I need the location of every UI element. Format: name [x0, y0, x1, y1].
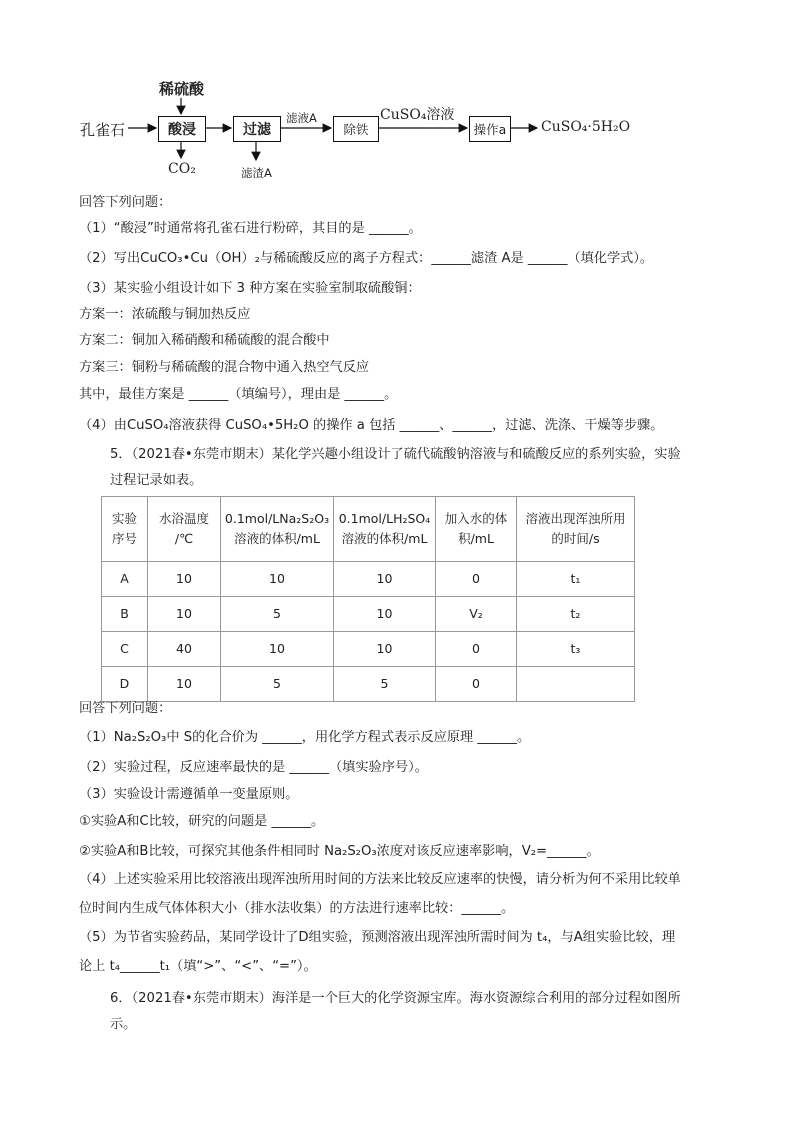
product-cuso4-5h2o: CuSO₄·5H₂O	[541, 119, 631, 135]
q6-stem-line2: 示。	[110, 1017, 137, 1032]
header-cell: 溶液出现浑浊所用 的时间/s	[517, 497, 635, 562]
table-cell: 5	[221, 667, 334, 702]
table-cell	[517, 667, 635, 702]
q5-part1: （1）Na₂S₂O₃中 S的化合价为 ______，用化学方程式表示反应原理 ______。	[79, 730, 531, 745]
q5-intro: 回答下列问题：	[79, 701, 172, 716]
gas-co2: CO₂	[168, 161, 196, 177]
residue-a-label: 滤渣A	[241, 166, 272, 180]
table-cell: t₁	[517, 562, 635, 597]
step-operation-a-label: 操作a	[473, 122, 507, 137]
table-cell: B	[102, 597, 148, 632]
table-cell: C	[102, 632, 148, 667]
q4-plan2: 方案二：铜加入稀硝酸和稀硫酸的混合酸中	[79, 333, 330, 348]
table-row	[102, 632, 635, 667]
table-row	[102, 597, 635, 632]
q4-part2: （2）写出CuCO₃•Cu（OH）₂与稀硫酸反应的离子方程式：______滤渣 A是 ______（填化学式）。	[79, 251, 654, 266]
q5-stem-line1: 5．（2021春•东莞市期末）某化学兴趣小组设计了硫代硫酸钠溶液与和硫酸反应的系列实验，实验	[110, 447, 681, 462]
table-cell: 10	[148, 562, 221, 597]
reagent-dilute-sulfuric-acid: 稀硫酸	[159, 80, 205, 98]
header-cell: 实验 序号	[102, 497, 148, 562]
table-cell: 10	[148, 597, 221, 632]
q6-stem-line1: 6．（2021春•东莞市期末）海洋是一个巨大的化学资源宝库。海水资源综合利用的部分过程如图所	[110, 991, 681, 1006]
header-cell: 水浴温度 /℃	[148, 497, 221, 562]
header-cell: 0.1mol/LH₂SO₄ 溶液的体积/mL	[334, 497, 436, 562]
table-cell: 10	[334, 632, 436, 667]
step-iron-removal	[333, 116, 379, 142]
table-cell: 10	[148, 667, 221, 702]
table-cell: t₂	[517, 597, 635, 632]
q4-intro: 回答下列问题：	[79, 195, 172, 210]
step-filter	[233, 116, 281, 142]
start-malachite: 孔雀石	[80, 121, 126, 139]
q4-plan1: 方案一：浓硫酸与铜加热反应	[79, 307, 251, 322]
table-cell: 10	[221, 632, 334, 667]
q5-part4-line1: （4）上述实验采用比较溶液出现浑浊所用时间的方法来比较反应速率的快慢，请分析为何不采用比较单	[79, 872, 681, 887]
q5-part3: （3）实验设计需遵循单一变量原则。	[79, 787, 299, 802]
table-header-row	[102, 497, 635, 562]
q4-plan3: 方案三：铜粉与稀硫酸的混合物中通入热空气反应	[79, 360, 370, 375]
table-cell: 5	[221, 597, 334, 632]
table-cell: 40	[148, 632, 221, 667]
experiment-table	[101, 496, 635, 702]
filtrate-a-label: 滤液A	[286, 111, 317, 125]
table-cell: 10	[334, 597, 436, 632]
q5-stem-line2: 过程记录如表。	[110, 473, 203, 488]
table-cell: 0	[436, 667, 517, 702]
table-cell: 10	[334, 562, 436, 597]
table-cell: 5	[334, 667, 436, 702]
step-filter-label: 过滤	[243, 122, 271, 138]
q5-part3-b: ②实验A和B比较，可探究其他条件相同时 Na₂S₂O₃浓度对该反应速率影响，V₂=______。	[79, 844, 600, 859]
header-cell: 0.1mol/LNa₂S₂O₃ 溶液的体积/mL	[221, 497, 334, 562]
table-cell: 10	[221, 562, 334, 597]
header-cell: 加入水的体 积/mL	[436, 497, 517, 562]
table-cell: 0	[436, 632, 517, 667]
step-acid-leach	[158, 116, 206, 142]
step-operation-a	[469, 116, 511, 142]
q5-part4-line2: 位时间内生成气体体积大小（排水法收集）的方法进行速率比较：______。	[79, 901, 515, 916]
table-row	[102, 667, 635, 702]
q5-part3-a: ①实验A和C比较，研究的问题是 ______。	[79, 814, 325, 829]
flow-arrows	[0, 0, 794, 190]
q5-part5-line1: （5）为节省实验药品，某同学设计了D组实验，预测溶液出现浑浊所需时间为 t₄，与A组实验比较，理	[79, 930, 676, 945]
table-cell: D	[102, 667, 148, 702]
table-cell: A	[102, 562, 148, 597]
table-cell: V₂	[436, 597, 517, 632]
q4-part3: （3）某实验小组设计如下 3 种方案在实验室制取硫酸铜：	[79, 281, 421, 296]
q5-part5-line2: 论上 t₄______t₁（填“>”、“<”、“=”）。	[79, 959, 317, 974]
table-cell: 0	[436, 562, 517, 597]
q4-best-plan: 其中，最佳方案是 ______（填编号），理由是 ______。	[79, 387, 398, 402]
table-row	[102, 562, 635, 597]
q4-part1: （1）“酸浸”时通常将孔雀石进行粉碎，其目的是 ______。	[79, 221, 422, 236]
q5-part2: （2）实验过程，反应速率最快的是 ______（填实验序号）。	[79, 760, 428, 775]
cuso4-solution-label: CuSO₄溶液	[380, 107, 455, 123]
q4-part4: （4）由CuSO₄溶液获得 CuSO₄•5H₂O 的操作 a 包括 ______、______，过滤、洗涤、干燥等步骤。	[79, 418, 664, 433]
step-iron-removal-label: 除铁	[343, 122, 369, 137]
table-cell: t₃	[517, 632, 635, 667]
step-acid-leach-label: 酸浸	[168, 122, 196, 138]
